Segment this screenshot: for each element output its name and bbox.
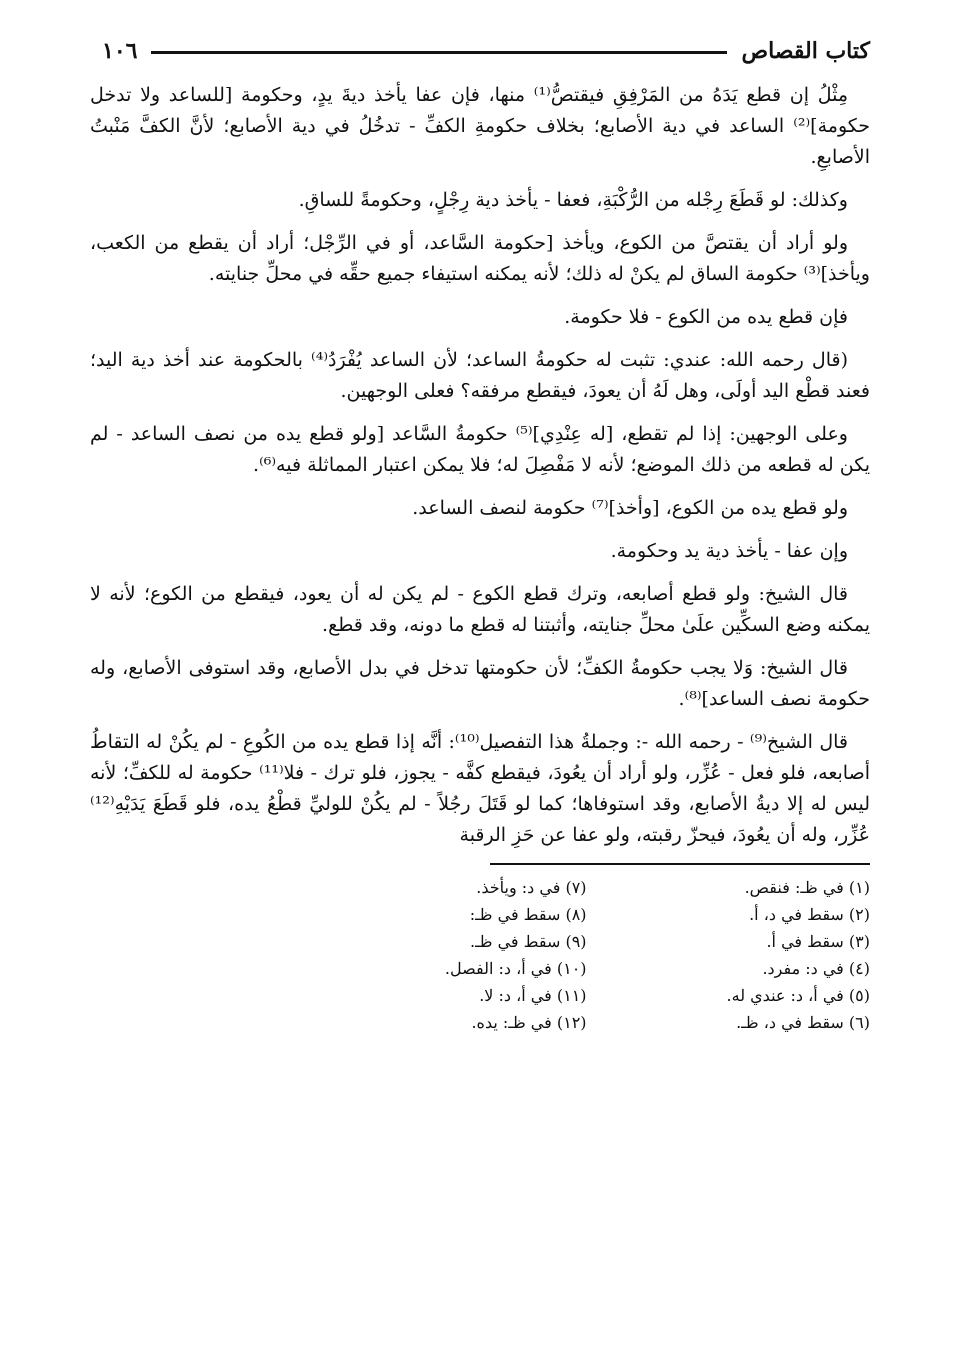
footnotes-left-column <box>445 877 587 1034</box>
footnote: (١٠) في أ، د: الفصل. <box>444 959 587 978</box>
document-page <box>90 28 870 1034</box>
paragraph: وإن عفا - يأخذ دية يد وحكومة. <box>610 540 848 562</box>
footnote: (٤) في د: مفرد. <box>762 959 870 978</box>
footnote-separator <box>490 863 870 865</box>
paragraph: وكذلك: لو قَطَعَ رِجْله من الرُّكْبَةِ، فعفا - يأخذ دية رِجْلٍ، وحكومةً للساقِ. <box>298 189 848 211</box>
running-header <box>90 28 870 64</box>
paragraph: قال الشيخ: وَلا يجب حكومةُ الكفِّ؛ لأن حكومتها تدخل في بدل الأصابع، وقد استوفى الأصابع، وله حكومة نصف الساعد]⁽⁸⁾. <box>90 657 870 710</box>
footnote: (٦) سقط في د، ظـ. <box>736 1013 870 1032</box>
footnote: (٨) سقط في ظـ: <box>469 905 587 924</box>
footnote: (٧) في د: ويأخذ. <box>476 878 587 897</box>
page-number: ١٠٦ <box>102 38 138 64</box>
paragraph: وعلى الوجهين: إذا لم تقطع، [له عِنْدِي]⁽⁵⁾ حكومةُ السَّاعد [ولو قطع يده من نصف الساعد - لم يكن له قطعه من ذلك الموضع؛ لأنه لا مَفْصِلَ له؛ فلا يمكن اعتبار المماثلة فيه⁽⁶⁾. <box>90 423 870 476</box>
footnote: (٢) سقط في د، أ. <box>749 905 870 924</box>
footnote: (٩) سقط في ظـ. <box>470 932 587 951</box>
footnotes <box>90 877 870 1034</box>
paragraph: ولو قطع يده من الكوع، [وأخذ]⁽⁷⁾ حكومة لنصف الساعد. <box>412 497 848 519</box>
footnote: (٣) سقط في أ. <box>766 932 870 951</box>
paragraph: فإن قطع يده من الكوع - فلا حكومة. <box>564 306 848 328</box>
footnote: (١١) في أ، د: لا. <box>479 986 587 1005</box>
book-title: كتاب القصاص <box>741 38 870 64</box>
paragraph: مِثْلُ إن قطع يَدَهُ من المَرْفِقِ فيقتصُّ⁽¹⁾ منها، فإن عفا يأخذ ديةَ يدٍ، وحكومة [للساعد ولا تدخل حكومة]⁽²⁾ الساعد في دية الأصابع؛ بخلاف حكومةِ الكفِّ - تدخُلُ في دية الأصابع؛ لأنَّ الكفَّ مَنْبتُ الأصابعِ. <box>90 84 870 168</box>
footnote: (١٢) في ظـ: يده. <box>471 1013 587 1032</box>
header-rule <box>151 51 727 54</box>
footnote: (٥) في أ، د: عندي له. <box>726 986 870 1005</box>
main-text <box>90 80 870 851</box>
paragraph: قال الشيخ: ولو قطع أصابعه، وترك قطع الكوع - لم يكن له أن يعود، فيقطع من الكوع؛ لأنه لا يمكنه وضع السكِّين علَىٰ محلِّ جنايته، وأثبتنا له قطع ما دونه، وقد قطع. <box>90 583 870 636</box>
footnote: (١) في ظـ: فنقص. <box>744 878 870 897</box>
paragraph: (قال رحمه الله: عندي: تثبت له حكومةُ الساعد؛ لأن الساعد يُفْرَدُ⁽⁴⁾ بالحكومة عند أخذ دية اليد؛ فعند قطْع اليد أولَى، وهل لَهُ أن يعودَ، فيقطع مرفقه؟ فعلى الوجهين. <box>90 349 870 402</box>
paragraph: ولو أراد أن يقتصَّ من الكوع، ويأخذ [حكومة السَّاعد، أو في الرِّجْل؛ أراد أن يقطع من الكعب، ويأخذ]⁽³⁾ حكومة الساق لم يكنْ له ذلك؛ لأنه يمكنه استيفاء جميع حقِّه في محلِّ جنايته. <box>90 232 870 285</box>
paragraph: قال الشيخ⁽⁹⁾ - رحمه الله -: وجملةُ هذا التفصيل⁽¹⁰⁾: أنَّه إذا قطع يده من الكُوعِ - لم يكُنْ له التقاطُ أصابعه، فلو فعل - عُزِّر، ولو أراد أن يعُودَ، فيقطع كفَّه - يجوز، فلو ترك - فلا⁽¹¹⁾ حكومة له للكفِّ؛ لأنه ليس له إلا ديةُ الأصابع، وقد استوفاها؛ كما لو قَتَلَ رجُلاً - لم يكُنْ للوليِّ قطْعُ يده، فلو قَطَعَ يَدَيْهِ⁽¹²⁾ عُزِّر، وله أن يعُودَ، فيحزّ رقبته، ولو عفا عن حَزِ الرقبة <box>90 731 870 846</box>
footnotes-right-column <box>727 877 870 1034</box>
